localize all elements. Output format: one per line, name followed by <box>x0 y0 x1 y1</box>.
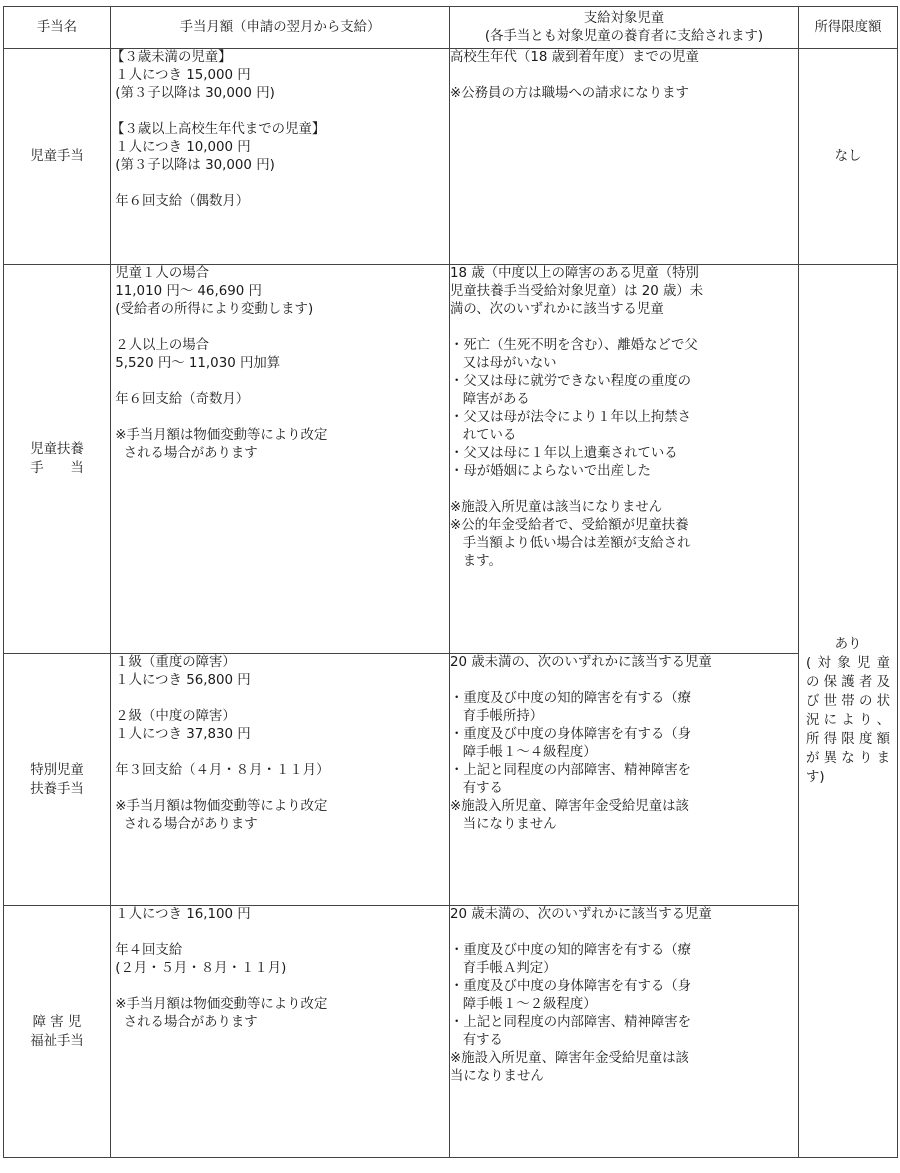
row-name: 障 害 児 <box>32 1014 82 1030</box>
cell-line: 児童１人の場合 <box>111 266 209 281</box>
cell-line: 障手帳１～２級程度） <box>450 997 597 1012</box>
cell-line: 20 歳未満の、次のいずれかに該当する児童 <box>450 655 712 670</box>
cell-line: 年６回支給（偶数月） <box>111 194 250 209</box>
cell-line: 年６回支給（奇数月） <box>111 392 250 407</box>
cell-line: (第３子以降は 30,000 円) <box>111 158 275 173</box>
cell-line <box>111 319 449 337</box>
table-row <box>4 49 898 265</box>
cell-line: 障手帳１～４級程度） <box>450 745 597 760</box>
cell-line <box>111 744 449 762</box>
cell-line: １人につき 15,000 円 <box>111 68 251 83</box>
cell-line: ※施設入所児童は該当になりません <box>450 500 663 515</box>
cell-line: １人につき 10,000 円 <box>111 140 251 155</box>
limit-cell <box>799 49 898 265</box>
cell-line: ※施設入所児童、障害年金受給児童は該 <box>450 1051 689 1066</box>
cell-line: される場合があります <box>111 446 258 461</box>
row-name: 手 当 <box>30 461 84 476</box>
cell-line: 18 歳（中度以上の障害のある児童（特別 <box>450 266 699 281</box>
amount-cell <box>111 265 450 654</box>
cell-line: 有する <box>450 1033 503 1048</box>
header-target <box>450 7 799 49</box>
cell-line <box>450 672 798 690</box>
table-row <box>4 906 898 1158</box>
cell-line <box>111 924 449 942</box>
row-name: 特別児童 <box>30 762 84 778</box>
row-name: 児童扶養 <box>30 442 84 457</box>
cell-line: (２月・５月・８月・１１月) <box>111 961 287 976</box>
cell-line: 当になりません <box>450 817 557 832</box>
amount-cell <box>111 49 450 265</box>
cell-line: ・重度及び中度の知的障害を有する（療 <box>450 691 692 706</box>
cell-line: 有する <box>450 781 503 796</box>
cell-line <box>450 481 798 499</box>
cell-line <box>450 924 798 942</box>
cell-line: される場合があります <box>111 1015 258 1030</box>
cell-line: ２人以上の場合 <box>111 338 209 353</box>
header-row <box>4 7 898 49</box>
cell-line <box>111 103 449 121</box>
row-name: 福祉手当 <box>30 1033 84 1049</box>
cell-line: ・重度及び中度の身体障害を有する（身 <box>450 727 692 742</box>
cell-line: １人につき 56,800 円 <box>111 673 251 688</box>
header-name: 手当名 <box>4 7 111 49</box>
cell-line: ※手当月額は物価変動等により改定 <box>111 997 328 1012</box>
cell-line: ・父又は母に就労できない程度の重度の <box>450 374 692 389</box>
cell-line: 20 歳未満の、次のいずれかに該当する児童 <box>450 907 712 922</box>
cell-line: ・重度及び中度の知的障害を有する（療 <box>450 943 692 958</box>
cell-line: ２級（中度の障害） <box>111 709 236 724</box>
table-row <box>4 265 898 654</box>
allowance-table <box>3 6 898 1158</box>
amount-cell <box>111 906 450 1158</box>
row-name-cell <box>4 654 111 906</box>
cell-line: ※公的年金受給者で、受給額が児童扶養 <box>450 518 689 533</box>
cell-line: 手当額より低い場合は差額が支給され <box>450 536 691 551</box>
cell-line: ます。 <box>450 554 502 569</box>
target-cell <box>450 265 799 654</box>
header-target-title: 支給対象児童 <box>583 10 665 26</box>
cell-line: ・父又は母が法令により１年以上拘禁さ <box>450 410 692 425</box>
cell-line: 年４回支給 <box>111 943 183 958</box>
cell-line <box>111 409 449 427</box>
cell-line <box>111 175 449 193</box>
cell-line <box>111 373 449 391</box>
target-cell <box>450 906 799 1158</box>
cell-line: 当になりません <box>450 1069 544 1084</box>
cell-line: 5,520 円～ 11,030 円加算 <box>111 356 281 371</box>
cell-line: れている <box>450 428 517 443</box>
cell-line <box>450 319 798 337</box>
cell-line: １人につき 16,100 円 <box>111 907 251 922</box>
cell-line <box>450 67 798 85</box>
cell-line: される場合があります <box>111 817 258 832</box>
cell-line <box>111 690 449 708</box>
cell-line: ・死亡（生死不明を含む）、離婚などで父 <box>450 338 698 353</box>
limit-text: あり (対象児童 の保護者及 び世帯の状 況により、 所得限度額 が異なりま す) <box>806 637 890 785</box>
cell-line: 【３歳以上高校生年代までの児童】 <box>111 122 326 137</box>
row-name-cell <box>4 265 111 654</box>
limit-none: なし <box>834 148 862 164</box>
row-name: 扶養手当 <box>30 781 84 797</box>
row-name: 児童手当 <box>30 149 84 164</box>
cell-line: 障害がある <box>450 392 530 407</box>
cell-line: １級（重度の障害） <box>111 655 236 670</box>
cell-line: 【３歳未満の児童】 <box>111 50 232 65</box>
cell-line: １人につき 37,830 円 <box>111 727 251 742</box>
cell-line: (受給者の所得により変動します) <box>111 302 314 317</box>
cell-line: ・母が婚姻によらないで出産した <box>450 464 651 479</box>
header-amount: 手当月額（申請の翌月から支給） <box>111 7 450 49</box>
target-cell <box>450 49 799 265</box>
cell-line: ※手当月額は物価変動等により改定 <box>111 428 328 443</box>
header-limit: 所得限度額 <box>799 7 898 49</box>
row-name-cell <box>4 906 111 1158</box>
amount-cell <box>111 654 450 906</box>
cell-line: 又は母がいない <box>450 356 557 371</box>
cell-line: 育手帳所持） <box>450 709 544 724</box>
cell-line <box>111 978 449 996</box>
cell-line: ・上記と同程度の内部障害、精神障害を <box>450 763 692 778</box>
cell-line: (第３子以降は 30,000 円) <box>111 86 275 101</box>
cell-line: ※公務員の方は職場への請求になります <box>450 86 689 101</box>
cell-line: ・重度及び中度の身体障害を有する（身 <box>450 979 692 994</box>
limit-cell-shared <box>799 265 898 1158</box>
table-row <box>4 654 898 906</box>
cell-line: 育手帳Ａ判定） <box>450 961 557 976</box>
cell-line: 児童扶養手当受給対象児童）は 20 歳）未 <box>450 284 704 299</box>
cell-line: 年３回支給（４月・８月・１１月） <box>111 763 330 778</box>
cell-line: 11,010 円～ 46,690 円 <box>111 284 262 299</box>
cell-line: ・父又は母に１年以上遺棄されている <box>450 446 678 461</box>
target-cell <box>450 654 799 906</box>
cell-line: ※手当月額は物価変動等により改定 <box>111 799 328 814</box>
cell-line: 高校生年代（18 歳到着年度）までの児童 <box>450 50 699 65</box>
cell-line: ※施設入所児童、障害年金受給児童は該 <box>450 799 689 814</box>
cell-line: ・上記と同程度の内部障害、精神障害を <box>450 1015 692 1030</box>
header-target-note: (各手当とも対象児童の養育者に支給されます) <box>484 28 764 44</box>
cell-line <box>111 780 449 798</box>
cell-line: 満の、次のいずれかに該当する児童 <box>450 302 664 317</box>
row-name-cell <box>4 49 111 265</box>
